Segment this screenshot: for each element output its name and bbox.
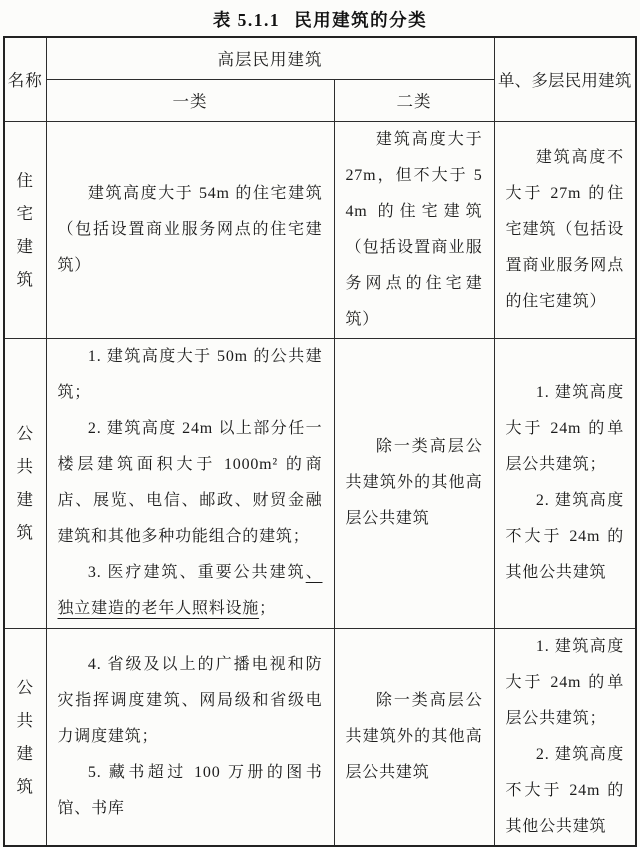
residential-single-multi-cell: [494, 121, 636, 338]
public-b-item-5: 5. 藏书超过 100 万册的图书馆、书库: [57, 763, 323, 817]
header-name-column: 名称: [4, 37, 46, 121]
building-classification-table: [3, 36, 637, 847]
public-a-class-two-cell: [334, 338, 494, 628]
table-title: [0, 0, 640, 36]
row-public-b: [4, 628, 636, 846]
public-b-name-cell: 公共建筑: [4, 628, 46, 846]
public-b-class-two-cell: [334, 628, 494, 846]
row-public-a: [4, 338, 636, 628]
public-a-item-1: 1. 建筑高度大于 50m 的公共建筑；: [57, 348, 323, 401]
residential-single-multi-text: 建筑高度不大于 27m 的住宅建筑（包括设置商业服务网点的住宅建筑）: [505, 148, 624, 310]
header-class-two: 二类: [334, 79, 494, 121]
public-b-item-4: 4. 省级及以上的广播电视和防灾指挥调度建筑、网局级和省级电力调度建筑；: [57, 655, 323, 745]
table-number: 表 5.1.1: [212, 10, 281, 30]
public-a-single-multi-item-1: 1. 建筑高度大于 24m 的单层公共建筑；: [505, 384, 624, 473]
public-b-class-one-cell: [46, 628, 334, 846]
public-b-single-multi-item-2: 2. 建筑高度不大于 24m 的其他公共建筑: [505, 745, 624, 835]
public-a-class-two-text: 除一类高层公共建筑外的其他高层公共建筑: [345, 438, 483, 527]
public-a-name-cell: 公共建筑: [4, 338, 46, 628]
public-a-single-multi-cell: [494, 338, 636, 628]
public-b-class-two-text: 除一类高层公共建筑外的其他高层公共建筑: [345, 691, 483, 781]
public-a-single-multi-item-2: 2. 建筑高度不大于 24m 的其他公共建筑: [505, 492, 624, 581]
public-a-item-3-prefix: 3. 医疗建筑、重要公共建筑: [87, 564, 306, 581]
header-highrise-group: 高层民用建筑: [46, 37, 494, 79]
residential-class-one-text: 建筑高度大于 54m 的住宅建筑（包括设置商业服务网点的住宅建筑）: [57, 184, 323, 274]
residential-class-two-text: 建筑高度大于 27m，但不大于 54m 的住宅建筑（包括设置商业服务网点的住宅建筑）: [345, 130, 483, 328]
header-class-one: 一类: [46, 79, 334, 121]
public-a-item-3: [58, 555, 323, 627]
public-b-single-multi-item-1: 1. 建筑高度大于 24m 的单层公共建筑；: [505, 637, 624, 727]
public-a-item-3-underlined-phrase: 、独立建造的老年人照料设施: [57, 564, 323, 617]
residential-class-two-cell: [334, 121, 494, 338]
public-a-item-3-suffix: ；: [259, 600, 276, 617]
table-title-text: 民用建筑的分类: [294, 10, 428, 30]
residential-name-cell: 住宅建筑: [4, 121, 46, 338]
header-row-1: [4, 37, 636, 79]
row-residential: [4, 121, 636, 338]
public-a-class-one-cell: [46, 338, 334, 628]
residential-class-one-cell: [46, 121, 334, 338]
header-single-multi: 单、多层民用建筑: [494, 37, 636, 121]
public-b-single-multi-cell: [494, 628, 636, 846]
public-a-item-2: 2. 建筑高度 24m 以上部分任一楼层建筑面积大于 1000m² 的商店、展览、电信、邮政、财贸金融建筑和其他多种功能组合的建筑；: [57, 420, 323, 545]
